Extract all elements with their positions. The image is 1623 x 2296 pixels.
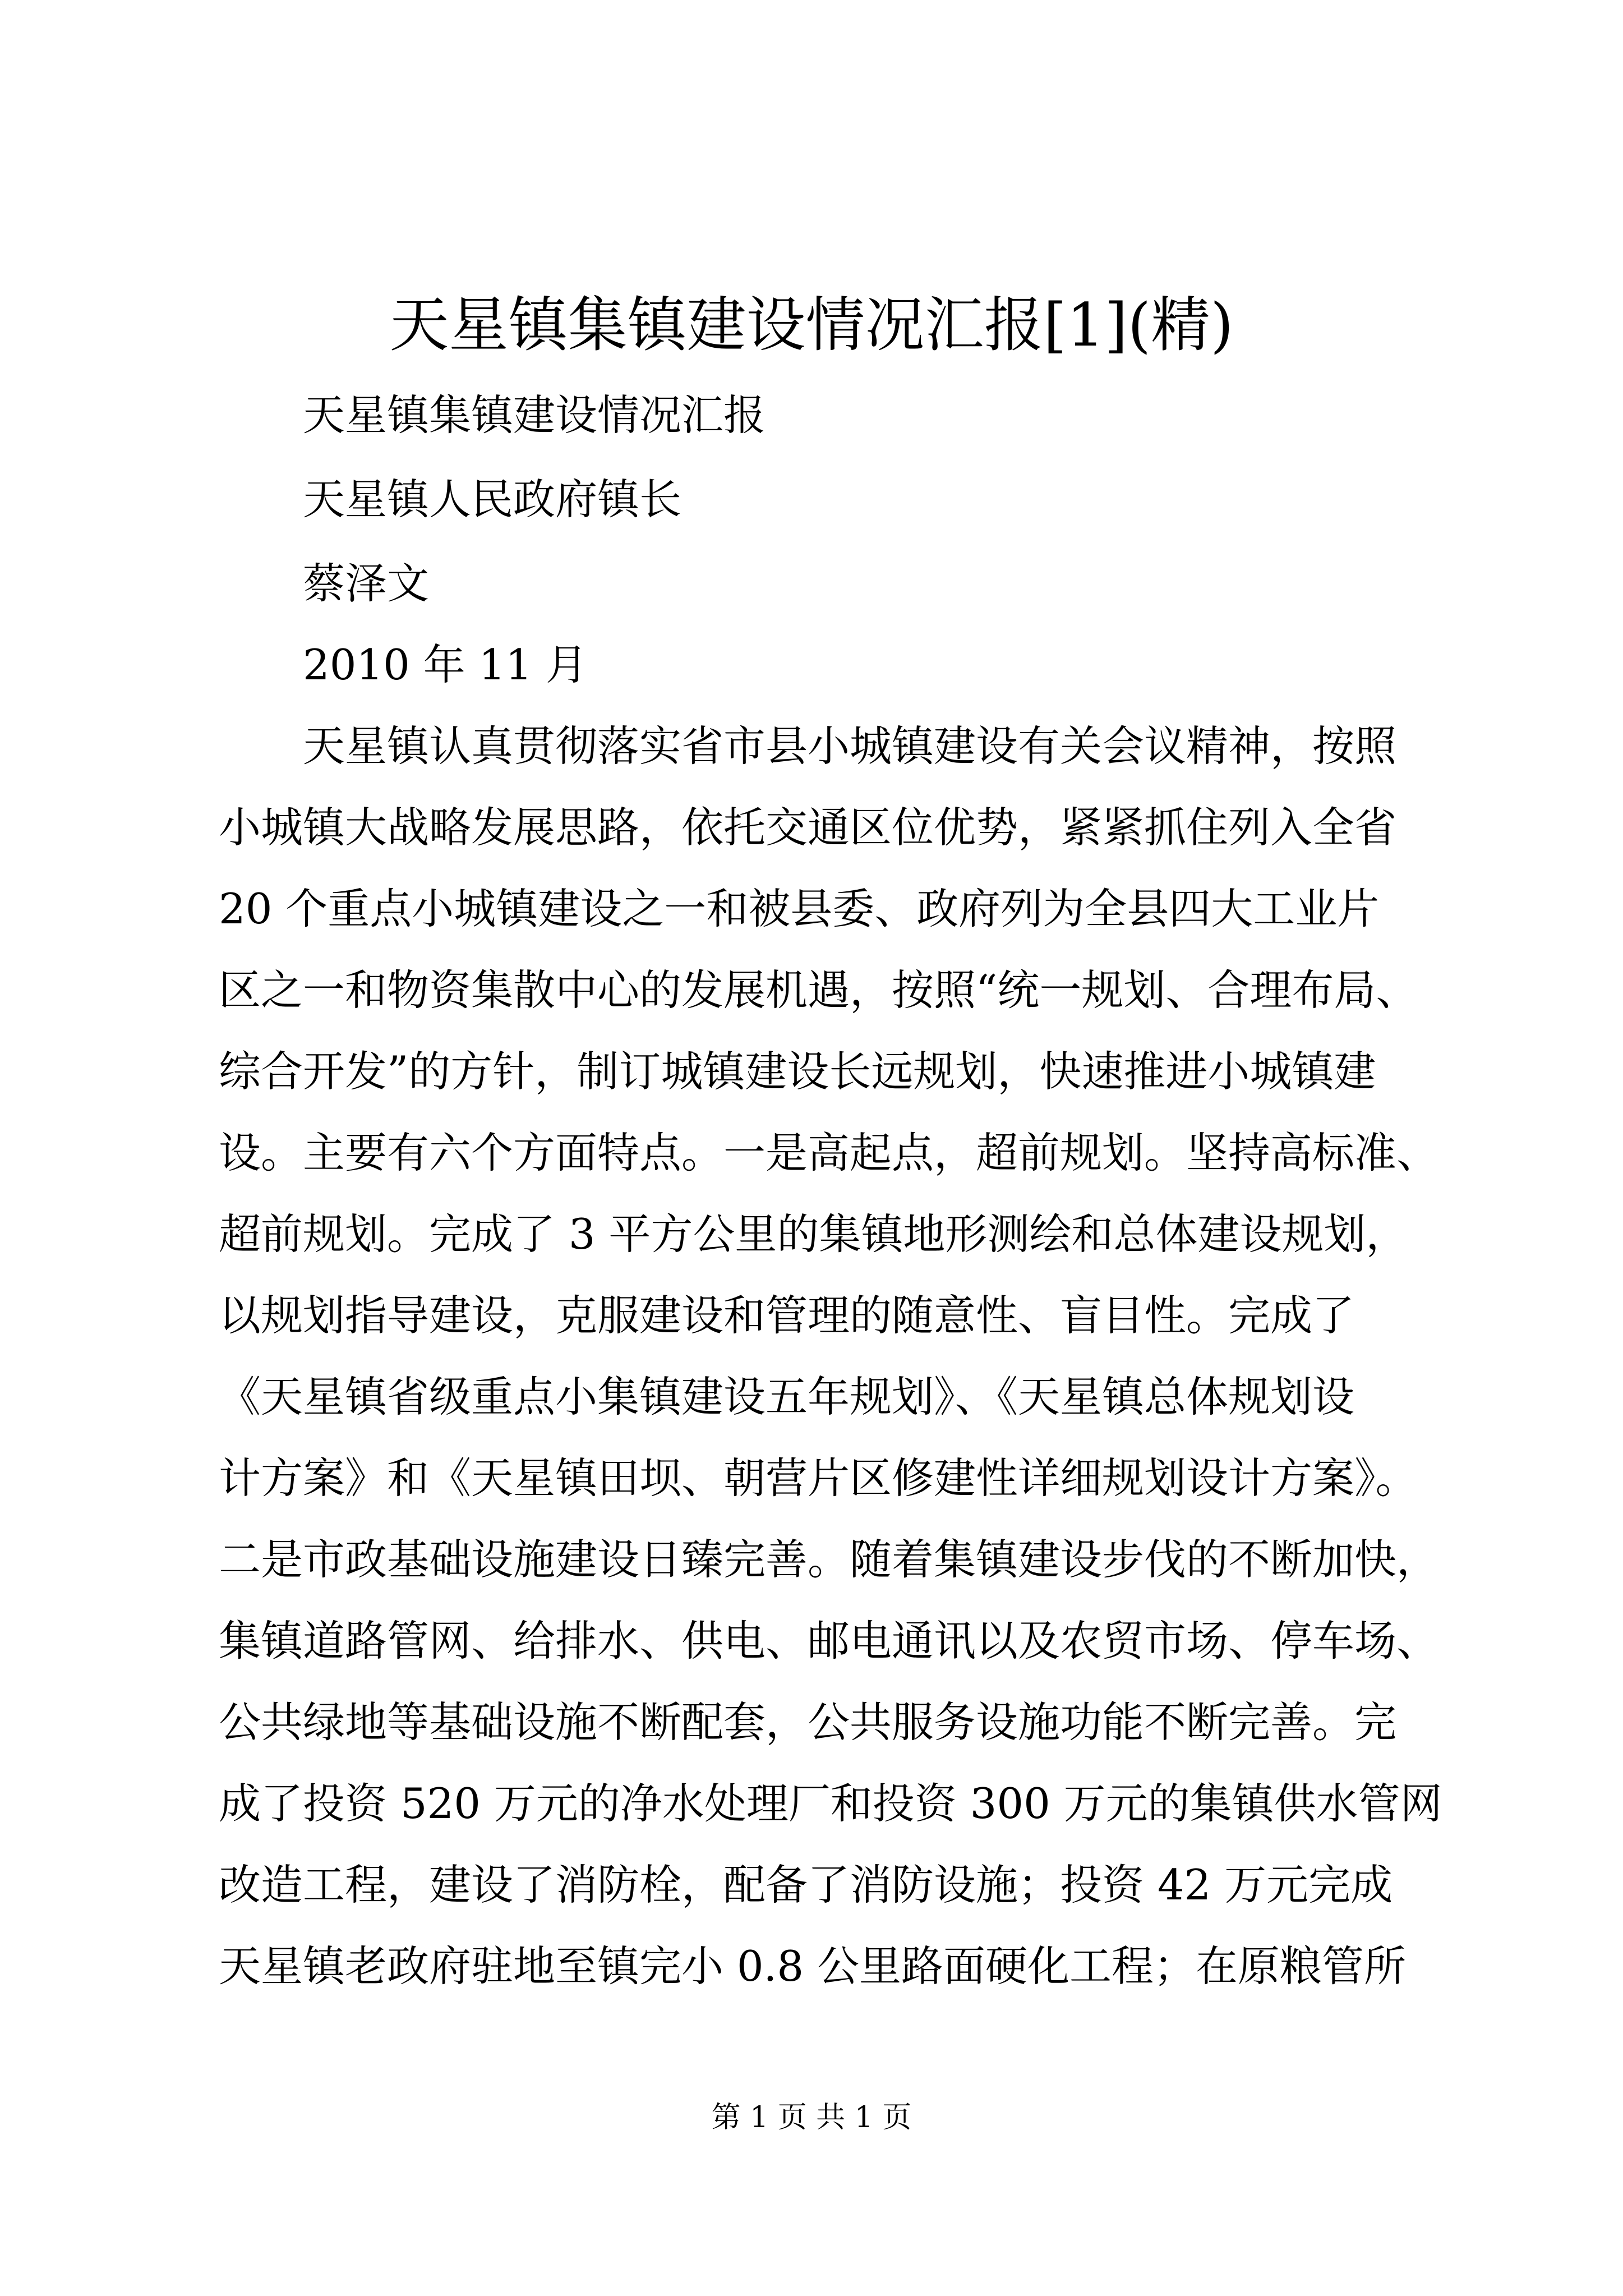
paragraph-line: 综合开发”的方针，制订城镇建设长远规划，快速推进小城镇建 [219, 1047, 1376, 1096]
paragraph-line: 《天星镇省级重点小集镇建设五年规划》、《天星镇总体规划设 [219, 1372, 1355, 1421]
paragraph-line: 计方案》和《天星镇田坝、朝营片区修建性详细规划设计方案》。 [219, 1453, 1418, 1503]
paragraph-line: 二是市政基础设施建设日臻完善。随着集镇建设步伐的不断加快， [219, 1535, 1439, 1584]
paragraph-line: 成了投资 520 万元的净水处理厂和投资 300 万元的集镇供水管网 [219, 1779, 1442, 1828]
paragraph-line: 小城镇大战略发展思路，依托交通区位优势，紧紧抓住列入全省 [219, 803, 1397, 852]
paragraph-line: 公共绿地等基础设施不断配套，公共服务设施功能不断完善。完 [219, 1697, 1397, 1747]
paragraph-line: 20 个重点小城镇建设之一和被县委、政府列为全县四大工业片 [219, 884, 1380, 933]
paragraph-line: 区之一和物资集散中心的发展机遇，按照“统一规划、合理布局、 [219, 965, 1418, 1015]
paragraph-line: 集镇道路管网、给排水、供电、邮电通讯以及农贸市场、停车场、 [219, 1616, 1439, 1665]
page-number-footer: 第 1 页 共 1 页 [711, 2101, 912, 2134]
paragraph-line: 超前规划。完成了 3 平方公里的集镇地形测绘和总体建设规划， [219, 1209, 1408, 1259]
paragraph-line: 以规划指导建设，克服建设和管理的随意性、盲目性。完成了 [219, 1291, 1355, 1340]
paragraph-line: 改造工程，建设了消防栓，配备了消防设施；投资 42 万元完成 [219, 1860, 1393, 1910]
author-name: 蔡泽文 [303, 559, 430, 608]
author-position: 天星镇人民政府镇长 [303, 475, 682, 524]
paragraph-line: 天星镇认真贯彻落实省市县小城镇建设有关会议精神，按照 [303, 721, 1397, 771]
report-subtitle: 天星镇集镇建设情况汇报 [303, 390, 766, 440]
paragraph-line: 天星镇老政府驻地至镇完小 0.8 公里路面硬化工程；在原粮管所 [219, 1941, 1406, 1991]
paragraph-line: 设。主要有六个方面特点。一是高起点，超前规划。坚持高标准、 [219, 1128, 1439, 1177]
report-date: 2010 年 11 月 [303, 640, 588, 689]
document-title: 天星镇集镇建设情况汇报[1](精) [389, 291, 1234, 360]
